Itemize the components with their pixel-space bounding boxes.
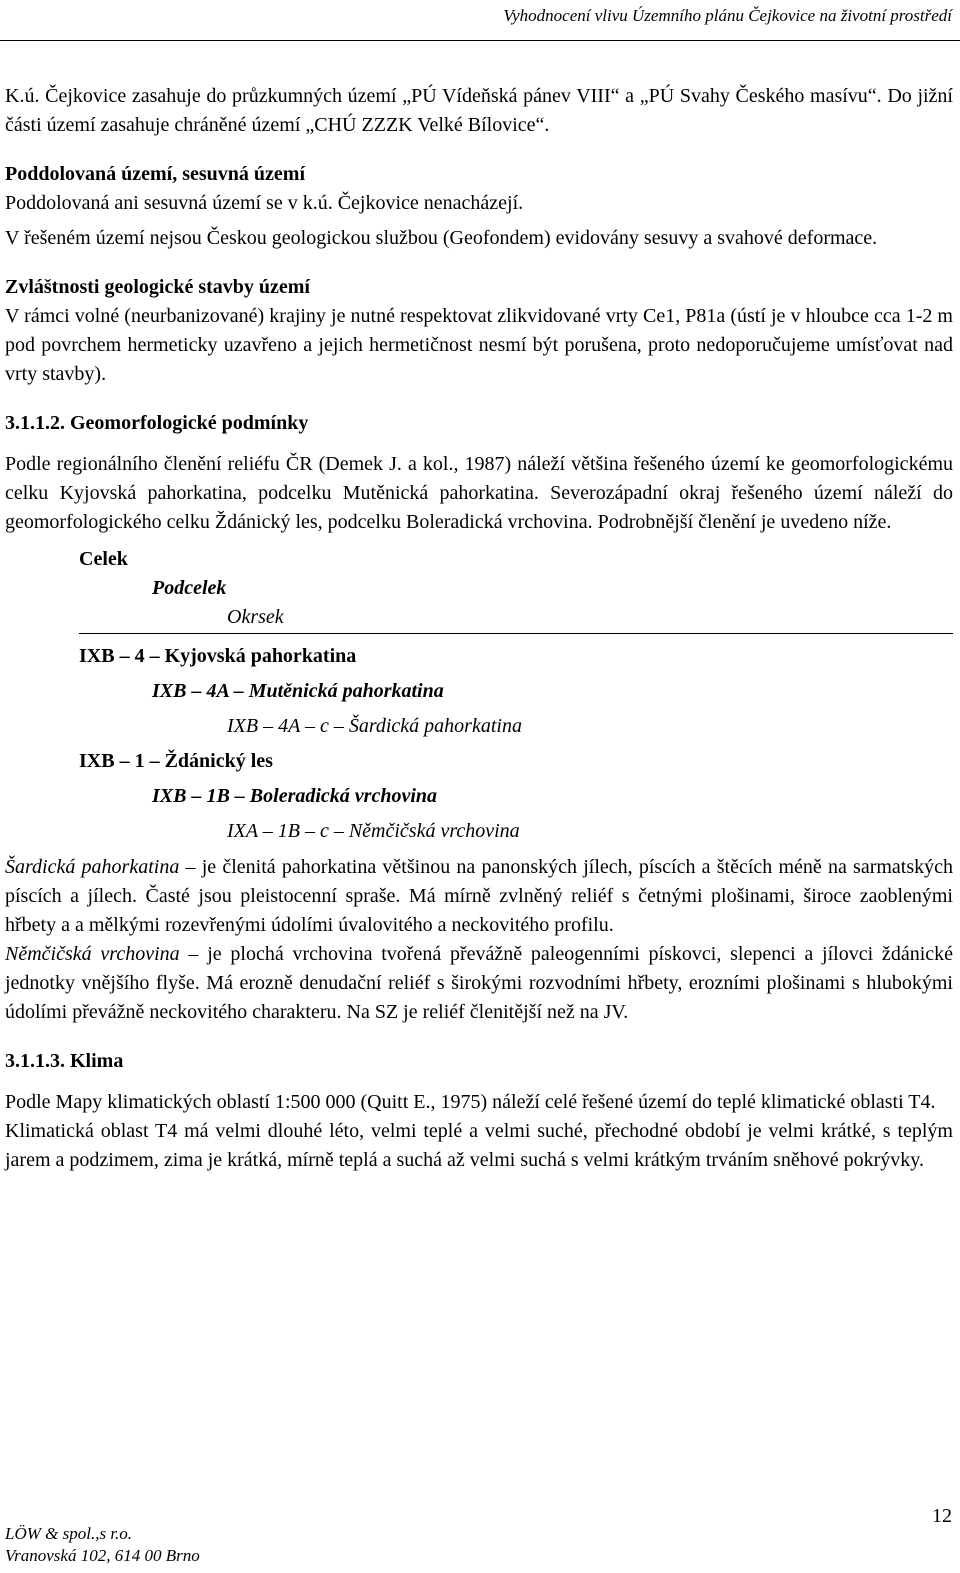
term-sardicka: Šardická pahorkatina	[5, 856, 180, 878]
legend-podcelek: Podcelek	[152, 577, 227, 599]
text-nemcicka: – je plochá vrchovina tvořená převážně paleogenními pískovci, slepenci a jílovci ždánické jednotky vnějšího flyše. Má erozně denudační reliéf s širokými rozvodními hřbety, erozními plošinami s hlubokými údolími převážně neckovitého charakteru. Na SZ je reliéf členitější než na JV.	[5, 943, 954, 1023]
hierarchy-row-celek: IXB – 4 – Kyjovská pahorkatina	[79, 645, 357, 667]
section-heading-geomorfologie: 3.1.1.2. Geomorfologické podmínky	[5, 412, 309, 434]
paragraph-geomorfologie: Podle regionálního členění reliéfu ČR (Demek J. a kol., 1987) náleží většina řešeného území ke geomorfologickému celku Kyjovská pahorkatina, podcelku Mutěnická pahorkatina. Severozápadní okraj řešeného území náleží do geomorfologického celku Ždánický les, podcelku Boleradická vrchovina. Podrobnější členění je uvedeno níže.	[5, 453, 953, 533]
legend-celek: Celek	[79, 548, 128, 570]
paragraph-poddolovana: Poddolovaná ani sesuvná území se v k.ú. Čejkovice nenacházejí.	[5, 192, 524, 214]
section-heading-zvlastnosti: Zvláštnosti geologické stavby území	[5, 276, 310, 298]
hierarchy-row-okrsek: IXB – 4A – c – Šardická pahorkatina	[227, 715, 522, 737]
paragraph-sesuvy: V řešeném území nejsou Českou geologickou službou (Geofondem) evidovány sesuvy a svahové deformace.	[5, 227, 878, 249]
page-header-title: Vyhodnocení vlivu Územního plánu Čejkovice na životní prostředí	[503, 6, 952, 25]
header-divider	[0, 40, 960, 41]
paragraph-klima-1: Podle Mapy klimatických oblastí 1:500 000 (Quitt E., 1975) náleží celé řešené území do teplé klimatické oblasti T4.	[5, 1091, 936, 1113]
paragraph-klima-2: Klimatická oblast T4 má velmi dlouhé léto, velmi teplé a velmi suché, přechodné období je velmi krátké, s teplým jarem a podzimem, zima je krátká, mírně teplá a suchá až velmi suchá s velmi krátkým trváním sněhové pokrývky.	[5, 1120, 953, 1171]
geomorphology-hierarchy	[5, 543, 953, 842]
text-sardicka: – je členitá pahorkatina většinou na panonských jílech, píscích a štěcích méně na sarmatských píscích a jílech. Časté jsou pleistocenní spraše. Má mírně zvlněný reliéf s četnými plošinami, široce zaoblenými hřbety a a mělkými rozevřenými údolími úvalovitého a neckovitého profilu.	[5, 856, 954, 936]
hierarchy-row-celek: IXB – 1 – Ždánický les	[79, 750, 273, 772]
intro-paragraph: K.ú. Čejkovice zasahuje do průzkumných území „PÚ Vídeňská pánev VIII“ a „PÚ Svahy Českého masívu“. Do jižní části území zasahuje chráněné území „CHÚ ZZZK Velké Bílovice“.	[5, 85, 953, 136]
footer-company: LÖW & spol.,s r.o.	[5, 1524, 133, 1543]
page-number: 12	[932, 1505, 952, 1527]
document-body	[5, 82, 953, 1175]
section-heading-klima: 3.1.1.3. Klima	[5, 1050, 124, 1072]
footer-address: Vranovská 102, 614 00 Brno	[5, 1546, 200, 1565]
paragraph-nemcicka	[5, 940, 953, 1027]
hierarchy-row-okrsek: IXA – 1B – c – Němčičská vrchovina	[227, 820, 520, 842]
hierarchy-divider	[79, 633, 953, 634]
legend-okrsek: Okrsek	[227, 606, 284, 628]
paragraph-zvlastnosti: V rámci volné (neurbanizované) krajiny je nutné respektovat zlikvidované vrty Ce1, P81a (ústí je v hloubce cca 1-2 m pod povrchem hermeticky uzavřeno a jejich hermetičnost nesmí být porušena, proto nedoporučujeme umísťovat nad vrty stavby).	[5, 305, 953, 385]
hierarchy-row-podcelek: IXB – 4A – Mutěnická pahorkatina	[152, 680, 444, 702]
paragraph-sardicka	[5, 853, 953, 940]
section-heading-poddolovana: Poddolovaná území, sesuvná území	[5, 163, 306, 185]
hierarchy-row-podcelek: IXB – 1B – Boleradická vrchovina	[152, 785, 438, 807]
term-nemcicka: Němčičská vrchovina	[5, 943, 180, 965]
